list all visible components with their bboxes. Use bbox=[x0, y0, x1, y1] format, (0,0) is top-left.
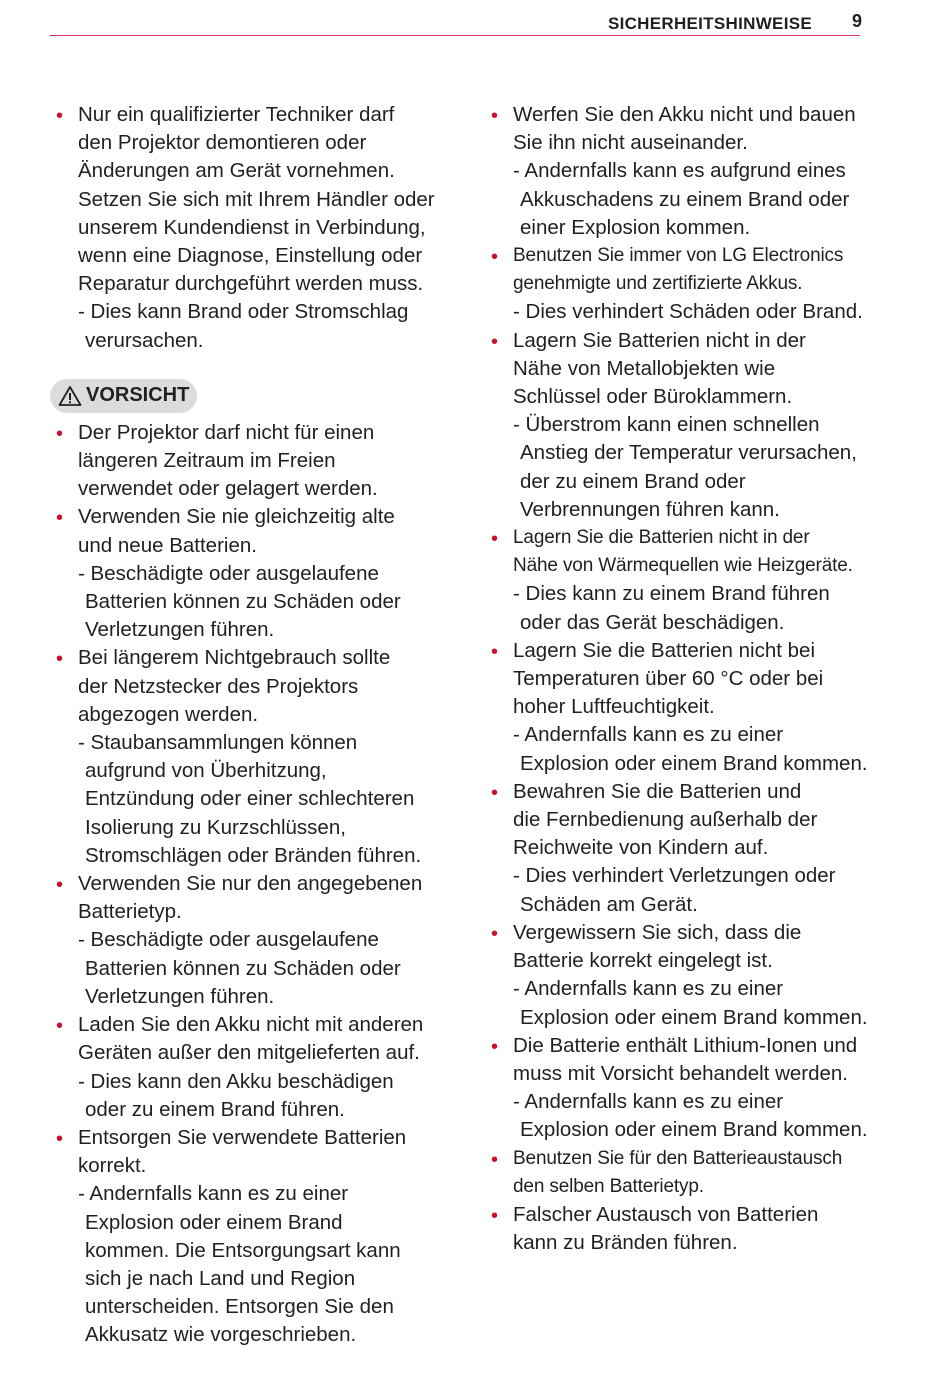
list-item bbox=[485, 327, 885, 524]
item-text-line: Nähe von Wärmequellen wie Heizgeräte. bbox=[513, 555, 853, 577]
item-text-line: Batterien können zu Schäden oder bbox=[85, 590, 401, 614]
item-text-line: Die Batterie enthält Lithium-Ionen und bbox=[513, 1033, 858, 1057]
item-text-line: - Andernfalls kann es zu einer bbox=[78, 1182, 349, 1206]
item-text-line: Sie ihn nicht auseinander. bbox=[513, 131, 748, 155]
item-text-line: - Dies kann den Akku beschädigen bbox=[78, 1069, 394, 1093]
item-text-line: Benutzen Sie immer von LG Electronics bbox=[513, 245, 844, 267]
caution-badge bbox=[50, 379, 197, 413]
list-item bbox=[485, 1201, 885, 1257]
item-text-line: Akkuschadens zu einem Brand oder bbox=[520, 187, 850, 211]
item-text-line: Explosion oder einem Brand bbox=[85, 1210, 343, 1234]
item-text-line: Explosion oder einem Brand kommen. bbox=[520, 1005, 868, 1029]
list-item bbox=[50, 419, 450, 504]
item-text-line: kann zu Bränden führen. bbox=[513, 1231, 738, 1255]
bullet-icon: • bbox=[491, 528, 499, 551]
bullet-icon: • bbox=[56, 422, 64, 445]
item-text-line: Akkusatz wie vorgeschrieben. bbox=[85, 1323, 357, 1347]
item-text-line: Der Projektor darf nicht für einen bbox=[78, 420, 375, 444]
bullet-icon: • bbox=[56, 507, 64, 530]
item-text-line: der zu einem Brand oder bbox=[520, 469, 746, 493]
list-item bbox=[50, 503, 450, 644]
bullet-icon: • bbox=[491, 105, 499, 127]
item-text-line: wenn eine Diagnose, Einstellung oder bbox=[78, 244, 423, 268]
bullet-icon: • bbox=[491, 781, 499, 804]
list-item bbox=[50, 644, 450, 870]
item-text-line: Schäden am Gerät. bbox=[520, 892, 698, 916]
item-text-line: - Staubansammlungen können bbox=[78, 731, 358, 755]
left-column bbox=[50, 101, 450, 1350]
section-title: SICHERHEITSHINWEISE bbox=[607, 14, 812, 33]
item-text-line: Explosion oder einem Brand kommen. bbox=[520, 1118, 868, 1142]
item-text-line: - Andernfalls kann es zu einer bbox=[513, 723, 784, 747]
item-text-line: den selben Batterietyp. bbox=[513, 1175, 704, 1197]
item-text-line: Entsorgen Sie verwendete Batterien bbox=[78, 1125, 407, 1149]
item-text-line: verwendet oder gelagert werden. bbox=[78, 477, 378, 501]
header-divider bbox=[50, 35, 860, 36]
item-text-line: - Beschädigte oder ausgelaufene bbox=[78, 928, 379, 952]
item-text-line: und neue Batterien. bbox=[78, 533, 257, 557]
item-text-line: Batterie korrekt eingelegt ist. bbox=[513, 949, 773, 973]
item-text-line: Isolierung zu Kurzschlüssen, bbox=[85, 815, 346, 839]
item-text-line: Anstieg der Temperatur verursachen, bbox=[520, 441, 857, 465]
item-text-line: Setzen Sie sich mit Ihrem Händler oder bbox=[78, 187, 435, 211]
item-text-line: Geräten außer den mitgelieferten auf. bbox=[78, 1041, 420, 1065]
item-text-line: oder das Gerät beschädigen. bbox=[520, 610, 785, 634]
item-text-line: - Andernfalls kann es aufgrund eines bbox=[513, 159, 846, 183]
item-text-line: Vergewissern Sie sich, dass die bbox=[513, 920, 802, 944]
caution-list bbox=[50, 419, 450, 1350]
item-text-line: - Dies verhindert Verletzungen oder bbox=[513, 864, 836, 888]
item-text-line: verursachen. bbox=[85, 328, 204, 352]
bullet-icon: • bbox=[56, 1015, 64, 1038]
list-item bbox=[485, 919, 885, 1032]
item-text-line: oder zu einem Brand führen. bbox=[85, 1097, 345, 1121]
right-column bbox=[485, 101, 885, 1257]
item-text-line: Batterien können zu Schäden oder bbox=[85, 956, 401, 980]
item-text-line: - Beschädigte oder ausgelaufene bbox=[78, 561, 379, 585]
item-text-line: Lagern Sie Batterien nicht in der bbox=[513, 328, 806, 352]
list-item bbox=[50, 1124, 450, 1350]
list-item bbox=[485, 1032, 885, 1145]
item-text-line: - Andernfalls kann es zu einer bbox=[513, 1090, 784, 1114]
item-text-line: Änderungen am Gerät vornehmen. bbox=[78, 159, 395, 183]
item-text-line: Laden Sie den Akku nicht mit anderen bbox=[78, 1013, 424, 1037]
item-text-line: - Andernfalls kann es zu einer bbox=[513, 977, 784, 1001]
bullet-icon: • bbox=[491, 1204, 499, 1227]
bullet-icon: • bbox=[56, 648, 64, 671]
item-text-line: unterscheiden. Entsorgen Sie den bbox=[85, 1295, 394, 1319]
item-text-line: - Dies kann zu einem Brand führen bbox=[513, 582, 830, 606]
item-text-line: Explosion oder einem Brand kommen. bbox=[520, 751, 868, 775]
bullet-icon: • bbox=[56, 874, 64, 897]
intro-list bbox=[50, 101, 450, 355]
list-item bbox=[485, 778, 885, 919]
item-text-line: Werfen Sie den Akku nicht und bauen bbox=[513, 103, 856, 126]
item-text-line: Reparatur durchgeführt werden muss. bbox=[78, 272, 424, 296]
battery-list bbox=[485, 101, 885, 1257]
item-text-line: aufgrund von Überhitzung, bbox=[85, 759, 327, 783]
item-text-line: Bewahren Sie die Batterien und bbox=[513, 779, 802, 803]
item-text-line: Verwenden Sie nie gleichzeitig alte bbox=[78, 505, 395, 529]
item-text-line: einer Explosion kommen. bbox=[520, 215, 751, 239]
bullet-icon: • bbox=[56, 1127, 64, 1150]
bullet-icon: • bbox=[491, 330, 499, 353]
list-item bbox=[485, 637, 885, 778]
item-text-line: der Netzstecker des Projektors bbox=[78, 674, 359, 698]
item-text-line: - Überstrom kann einen schnellen bbox=[513, 413, 820, 437]
item-text-line: die Fernbedienung außerhalb der bbox=[513, 808, 818, 832]
bullet-icon: • bbox=[491, 1148, 499, 1171]
item-text-line: Entzündung oder einer schlechteren bbox=[85, 787, 415, 811]
bullet-icon: • bbox=[491, 922, 499, 945]
item-text-line: muss mit Vorsicht behandelt werden. bbox=[513, 1061, 848, 1085]
item-text-line: sich je nach Land und Region bbox=[85, 1266, 356, 1290]
bullet-icon: • bbox=[56, 105, 64, 127]
bullet-icon: • bbox=[491, 1035, 499, 1058]
item-text-line: Lagern Sie die Batterien nicht in der bbox=[513, 527, 810, 549]
list-item bbox=[485, 101, 885, 242]
item-text-line: Verwenden Sie nur den angegebenen bbox=[78, 872, 423, 896]
item-text-line: Schlüssel oder Büroklammern. bbox=[513, 385, 793, 409]
item-text-line: - Dies verhindert Schäden oder Brand. bbox=[513, 300, 863, 324]
item-text-line: genehmigte und zertifizierte Akkus. bbox=[513, 273, 803, 295]
item-text-line: hoher Luftfeuchtigkeit. bbox=[513, 695, 715, 719]
item-text-line: korrekt. bbox=[78, 1154, 147, 1178]
list-item bbox=[50, 870, 450, 1011]
item-text-line: kommen. Die Entsorgungsart kann bbox=[85, 1238, 401, 1262]
item-text-line: Batterietyp. bbox=[78, 900, 182, 924]
item-text-line: Falscher Austausch von Batterien bbox=[513, 1202, 819, 1226]
list-item bbox=[485, 1145, 885, 1201]
item-text-line: Nähe von Metallobjekten wie bbox=[513, 356, 776, 380]
list-item bbox=[485, 242, 885, 327]
item-text-line: Reichweite von Kindern auf. bbox=[513, 836, 769, 860]
item-text-line: unserem Kundendienst in Verbindung, bbox=[78, 215, 426, 239]
item-text-line: Verletzungen führen. bbox=[85, 618, 275, 642]
item-text-line: Lagern Sie die Batterien nicht bei bbox=[513, 638, 816, 662]
list-item bbox=[50, 1011, 450, 1124]
item-text-line: Nur ein qualifizierter Techniker darf bbox=[78, 103, 395, 126]
item-text-line: Benutzen Sie für den Batterieaustausch bbox=[513, 1147, 843, 1169]
item-text-line: längeren Zeitraum im Freien bbox=[78, 449, 336, 473]
page-number: 9 bbox=[852, 11, 863, 31]
warning-triangle-icon bbox=[58, 385, 82, 407]
bullet-icon: • bbox=[491, 640, 499, 663]
item-text-line: Verletzungen führen. bbox=[85, 984, 275, 1008]
item-text-line: abgezogen werden. bbox=[78, 702, 259, 726]
list-item bbox=[485, 524, 885, 637]
item-text-line: Verbrennungen führen kann. bbox=[520, 497, 780, 521]
item-text-line: - Dies kann Brand oder Stromschlag bbox=[78, 300, 409, 324]
item-text-line: Temperaturen über 60 °C oder bei bbox=[513, 667, 824, 691]
list-item bbox=[50, 101, 450, 355]
item-text-line: Bei längerem Nichtgebrauch sollte bbox=[78, 646, 391, 670]
item-text-line: Stromschlägen oder Bränden führen. bbox=[85, 843, 422, 867]
item-text-line: den Projektor demontieren oder bbox=[78, 131, 367, 155]
caution-label: VORSICHT bbox=[86, 384, 190, 407]
bullet-icon: • bbox=[491, 246, 499, 269]
